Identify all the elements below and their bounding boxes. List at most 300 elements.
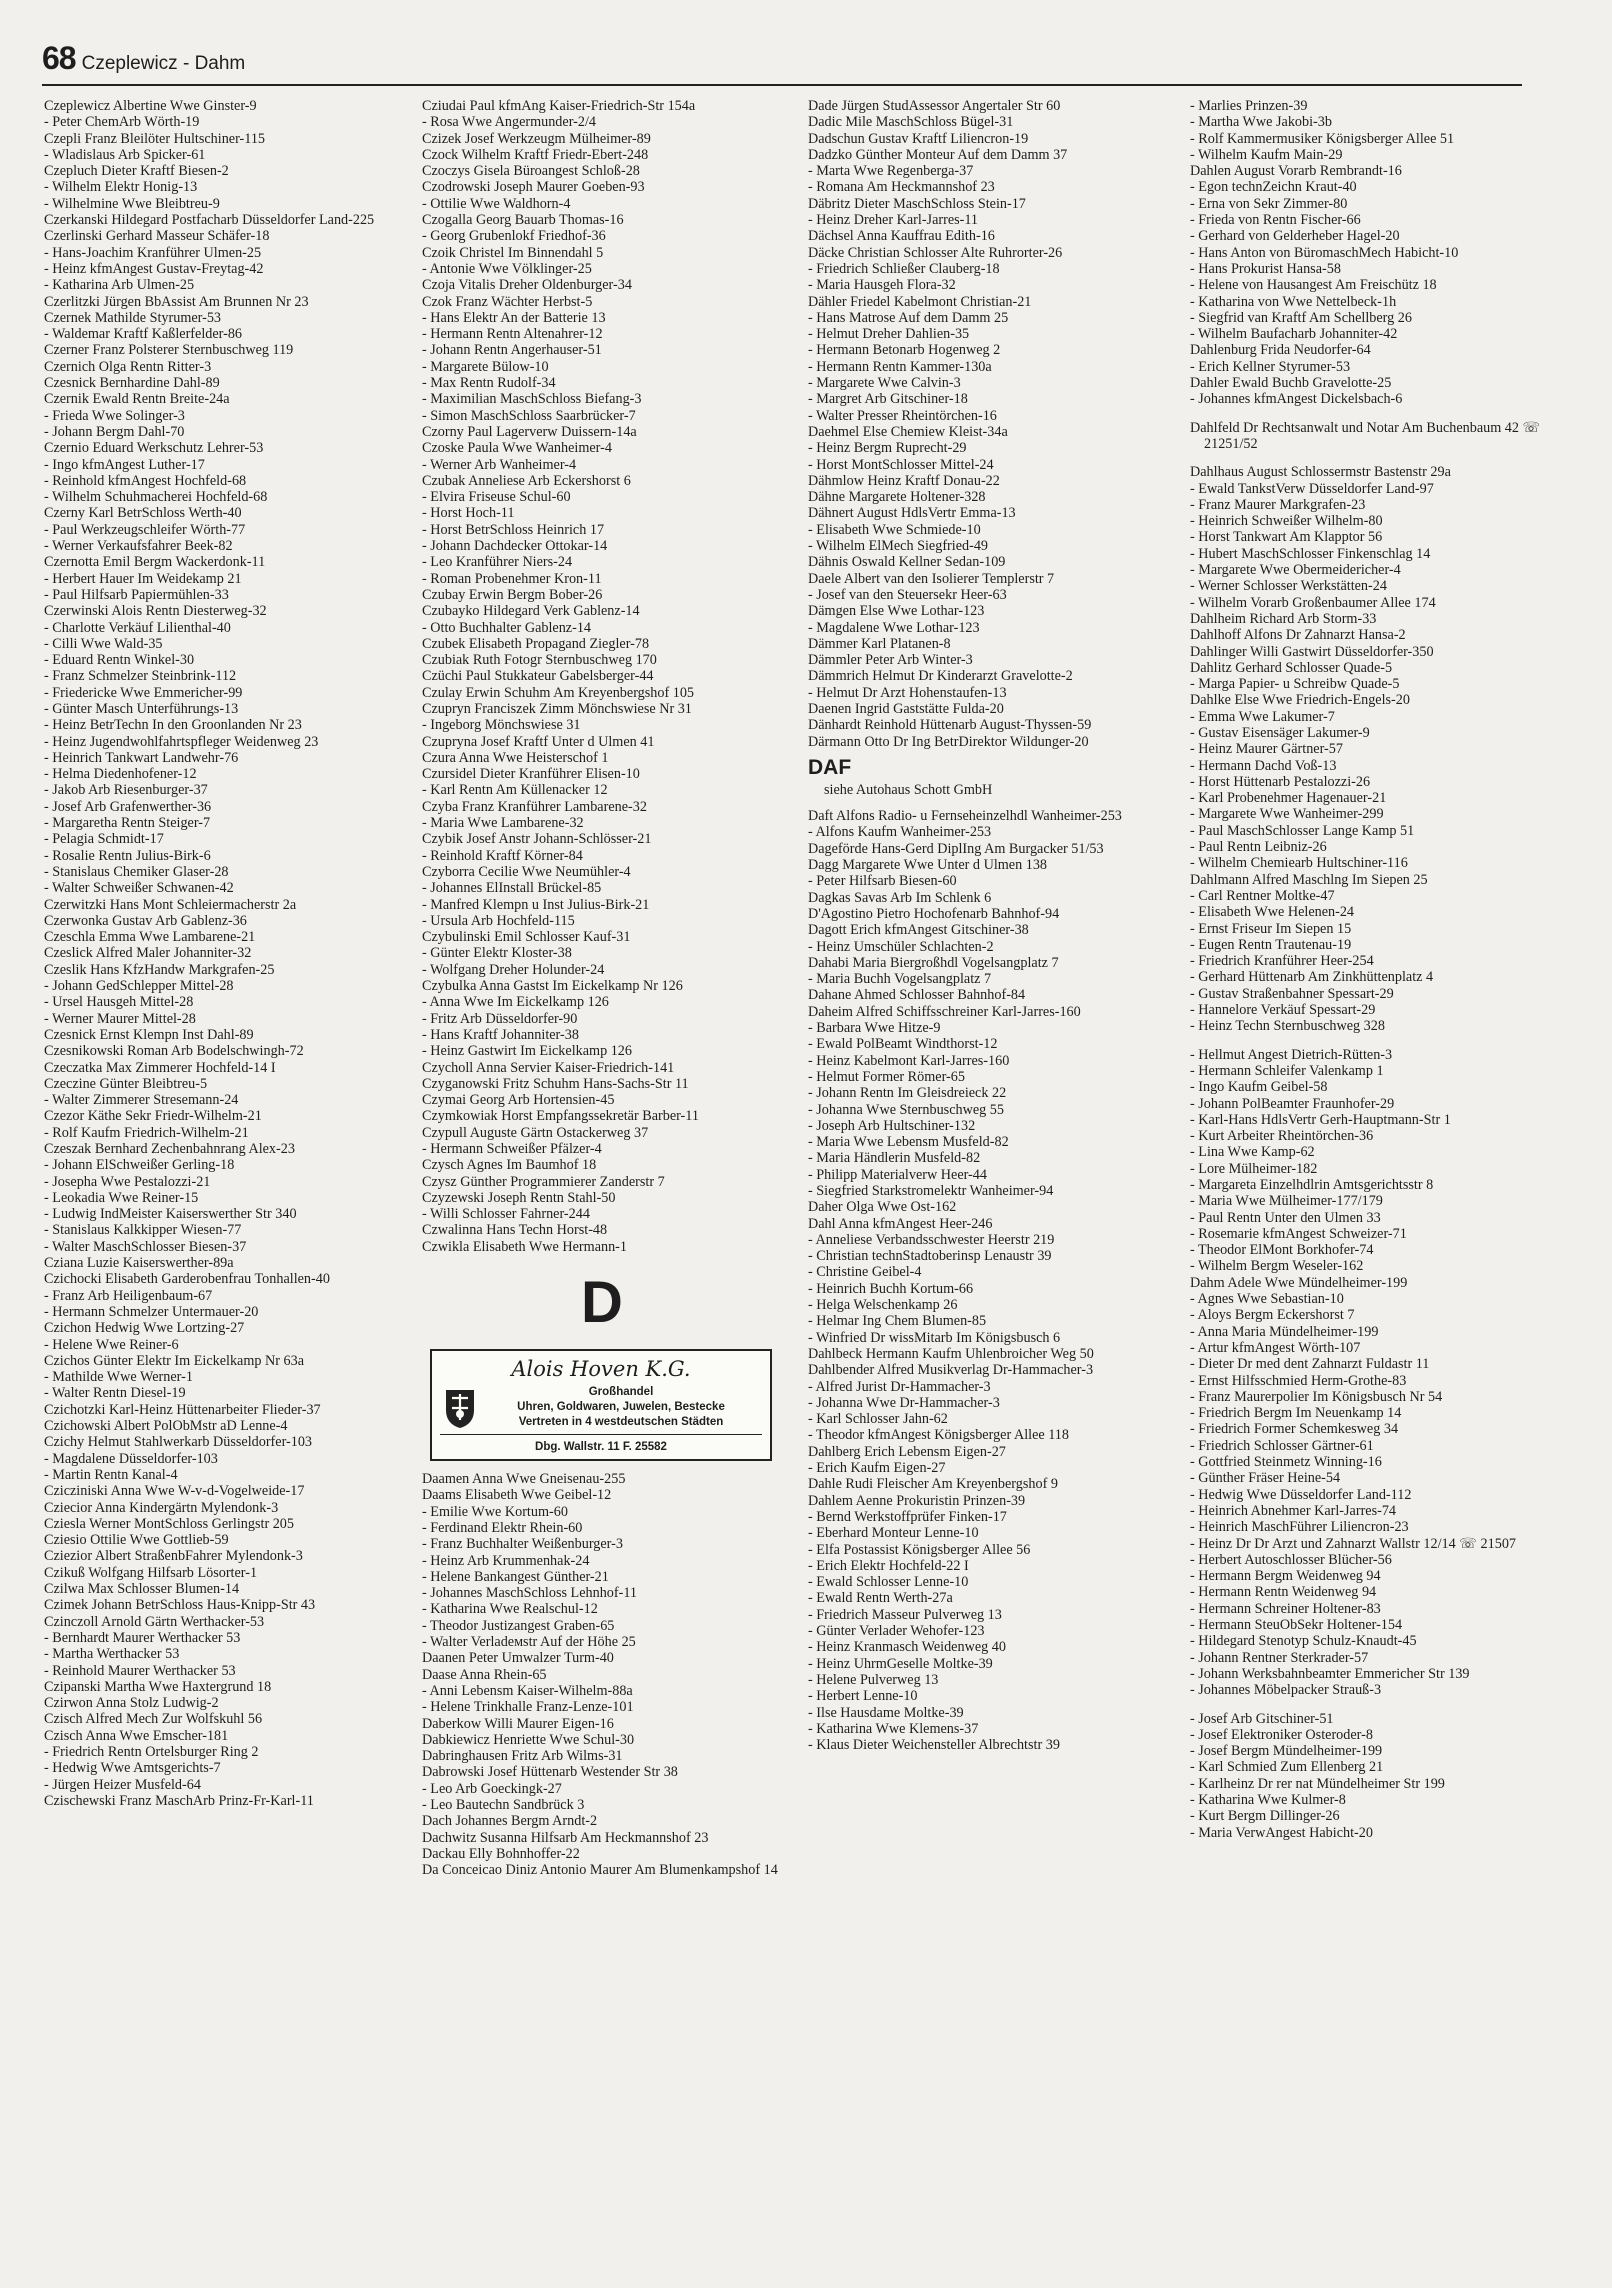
directory-entry: Dähler Friedel Kabelmont Christian-21 [808,293,1032,310]
directory-entry: Dämmrich Helmut Dr Kinderarzt Gravelotte-2 [808,668,1073,685]
directory-entry: - Siegfried Starkstromelektr Wanheimer-94 [808,1183,1054,1199]
directory-entry: - Kurt Bergm Dillinger-26 [1190,1808,1340,1825]
directory-entry: Daft Alfons Radio- u Fernseheinzelhdl Wanheimer-253 [808,808,1122,825]
directory-entry: - Gustav Eisensäger Lakumer-9 [1190,724,1370,741]
directory-entry: Dähne Margarete Holtener-328 [808,489,986,506]
directory-entry: - Heinz Dr Dr Arzt und Zahnarzt Wallstr 12/14 ☏ 21507 [1190,1535,1517,1552]
directory-entry: - Fritz Arb Düsseldorfer-90 [422,1010,578,1027]
directory-entry: Dämgen Else Wwe Lothar-123 [808,603,985,620]
directory-entry: - Stanislaus Kalkkipper Wiesen-77 [44,1222,242,1239]
directory-entry: - Jürgen Heizer Musfeld-64 [44,1776,201,1793]
directory-entry: - Maria Wwe Lebensm Musfeld-82 [808,1134,1009,1151]
directory-entry: - Willi Schlosser Fahrner-244 [422,1206,590,1223]
directory-entry: Czirwon Anna Stolz Ludwig-2 [44,1695,219,1712]
directory-entry: - Hans Matrose Auf dem Damm 25 [808,309,1009,326]
directory-entry: - Horst Tankwart Am Klapptor 56 [1190,529,1383,546]
directory-entry: - Heinz Jugendwohlfahrtspfleger Weidenweg 23 [44,733,319,750]
directory-entry: - Ursel Hausgeh Mittel-28 [44,994,194,1011]
directory-entry: - Margaretha Rentn Steiger-7 [44,815,211,832]
daf-reference: siehe Autohaus Schott GmbH [824,781,993,798]
directory-entry: Czerlitzki Jürgen BbAssist Am Brunnen Nr 23 [44,293,309,310]
directory-entry: - Johann PolBeamter Fraunhofer-29 [1190,1095,1395,1112]
directory-entry: - Heinz Techn Sternbuschweg 328 [1190,1018,1385,1035]
directory-entry: - Eugen Rentn Trautenau-19 [1190,936,1352,953]
directory-entry: - Hildegard Stenotyp Schulz-Knaudt-45 [1190,1633,1417,1650]
directory-entry: - Katharina Arb Ulmen-25 [44,277,195,294]
directory-entry: - Maximilian MaschSchloss Biefang-3 [422,391,642,408]
directory-entry: Dämmer Karl Platanen-8 [808,635,951,652]
directory-entry: Cziesla Werner MontSchloss Gerlingstr 205 [44,1515,294,1532]
directory-entry: Czesnick Ernst Klempn Inst Dahl-89 [44,1026,254,1043]
directory-entry: Dabringhausen Fritz Arb Wilms-31 [422,1748,623,1765]
directory-entry: - Katharina Wwe Kulmer-8 [1190,1791,1346,1808]
directory-entry: - Helma Diedenhofener-12 [44,766,197,783]
directory-entry: - Theodor Justizangest Graben-65 [422,1617,615,1634]
directory-entry: Dahle Rudi Fleischer Am Kreyenbergshof 9 [808,1476,1058,1493]
directory-entry: - Anna Maria Mündelheimer-199 [1190,1323,1379,1340]
advert-line-3: Vertreten in 4 westdeutschen Städten [518,1416,724,1429]
directory-entry: Dahane Ahmed Schlosser Bahnhof-84 [808,987,1026,1004]
directory-entry: - Manfred Klempn u Inst Julius-Birk-21 [422,896,650,913]
directory-entry: Dahlheim Richard Arb Storm-33 [1190,610,1377,627]
directory-entry: - Hermann Schleifer Valenkamp 1 [1190,1062,1384,1079]
directory-entry: Czerner Franz Polsterer Sternbuschweg 119 [44,342,294,359]
directory-entry: - Johann Rentner Sterkrader-57 [1190,1649,1369,1666]
directory-entry: Czesnikowski Roman Arb Bodelschwingh-72 [44,1043,304,1060]
column-3 [808,98,1168,2268]
directory-entry: - Reinhold kfmAngest Hochfeld-68 [44,472,247,489]
directory-entry: - Marlies Prinzen-39 [1190,98,1308,114]
directory-entry: - Wilhelm Schuhmacherei Hochfeld-68 [44,489,268,506]
directory-entry: - Max Rentn Rudolf-34 [422,375,556,392]
directory-entry: - Günter Verlader Wehofer-123 [808,1623,985,1640]
directory-entry: - Erich Kellner Styrumer-53 [1190,358,1351,375]
directory-entry: - Martha Wwe Jakobi-3b [1190,114,1332,131]
directory-entry: Czeszak Bernhard Zechenbahnrang Alex-23 [44,1141,295,1157]
directory-entry: - Helene Bankangest Günther-21 [422,1568,609,1585]
directory-entry: Cziezior Albert StraßenbFahrer Mylendonk-3 [44,1548,303,1565]
directory-entry: - Werner Verkaufsfahrer Beek-82 [44,538,233,555]
directory-entry: Därmann Otto Dr Ing BetrDirektor Wildunger-20 [808,733,1089,750]
directory-entry: - Helga Welschenkamp 26 [808,1297,958,1314]
directory-entry: - Horst Hüttenarb Pestalozzi-26 [1190,773,1371,790]
directory-entry: - Werner Maurer Mittel-28 [44,1010,196,1027]
directory-entry: - Heinrich MaschFührer Liliencron-23 [1190,1519,1409,1536]
directory-entry: - Paul Rentn Unter den Ulmen 33 [1190,1209,1381,1226]
directory-entry: Daams Elisabeth Wwe Geibel-12 [422,1487,612,1504]
column-2-top [422,98,782,1255]
directory-entry: - Bernd Werkstoffprüfer Finken-17 [808,1508,1007,1525]
directory-entry: Czeslik Hans KfzHandw Markgrafen-25 [44,961,275,978]
directory-entry: - Horst Hoch-11 [422,505,515,522]
directory-entry: - Ewald TankstVerw Düsseldorfer Land-97 [1190,480,1434,497]
directory-entry: - Anni Lebensm Kaiser-Wilhelm-88a [422,1682,633,1699]
directory-entry: - Friedrich Masseur Pulverweg 13 [808,1606,1002,1623]
directory-entry: - Ilse Hausdame Moltke-39 [808,1704,964,1721]
directory-entry: - Josef Arb Gitschiner-51 [1190,1710,1334,1727]
directory-entry: - Maria Händlerin Musfeld-82 [808,1150,981,1167]
directory-entry: - Simon MaschSchloss Saarbrücker-7 [422,407,636,424]
directory-entry: - Josef Arb Grafenwerther-36 [44,798,212,815]
directory-entry: - Walter Presser Rheintörchen-16 [808,407,997,424]
advert-line-2: Uhren, Goldwaren, Juwelen, Bestecke [517,1401,725,1414]
directory-entry: - Emilie Wwe Kortum-60 [422,1503,568,1520]
directory-entry: - Herbert Hauer Im Weidekamp 21 [44,570,242,587]
directory-entry: Czisch Anna Wwe Emscher-181 [44,1727,229,1744]
directory-entry: Dämmler Peter Arb Winter-3 [808,652,973,669]
directory-entry: - Hans-Joachim Kranführer Ulmen-25 [44,244,262,261]
directory-entry: - Heinrich Schweißer Wilhelm-80 [1190,513,1383,530]
directory-entry: - Marga Papier- u Schreibw Quade-5 [1190,676,1400,693]
directory-entry: - Helmut Dreher Dahlien-35 [808,326,970,343]
directory-entry: - Herbert Lenne-10 [808,1688,918,1705]
directory-entry: - Helene Wwe Reiner-6 [44,1336,179,1353]
directory-entry: Czerwonka Gustav Arb Gablenz-36 [44,912,247,929]
directory-entry: - Hermann Schmelzer Untermauer-20 [44,1303,259,1320]
directory-entry: - Johanna Wwe Dr-Hammacher-3 [808,1394,1000,1411]
directory-entry: - Elisabeth Wwe Schmiede-10 [808,521,981,538]
directory-entry: Czursidel Dieter Kranführer Elisen-10 [422,766,640,783]
directory-entry: Czwikla Elisabeth Wwe Hermann-1 [422,1238,627,1255]
directory-entry: Czoja Vitalis Dreher Oldenburger-34 [422,277,632,294]
directory-entry: - Frieda Wwe Solinger-3 [44,407,185,424]
directory-entry: Czeplewicz Albertine Wwe Ginster-9 [44,98,257,114]
directory-entry: - Hans Anton von BüromaschMech Habicht-10 [1190,244,1459,261]
directory-entry: - Heinz Umschüler Schlachten-2 [808,938,994,955]
directory-entry: - Otto Buchhalter Gablenz-14 [422,619,592,636]
directory-entry: Dadzko Günther Monteur Auf dem Damm 37 [808,146,1068,163]
directory-entry: Dahlem Aenne Prokuristin Prinzen-39 [808,1492,1026,1509]
directory-entry: Czupryn Franciszek Zimm Mönchswiese Nr 31 [422,700,692,717]
directory-entry: - Paul Rentn Leibniz-26 [1190,839,1327,856]
directory-entry: - Franz Arb Heiligenbaum-67 [44,1287,213,1304]
directory-entry: - Georg Grubenlokf Friedhof-36 [422,228,606,245]
directory-entry: Czipanski Martha Wwe Haxtergrund 18 [44,1678,272,1695]
directory-entry: Dänhardt Reinhold Hüttenarb August-Thyssen-59 [808,717,1092,734]
directory-entry: Czogalla Georg Bauarb Thomas-16 [422,212,624,229]
directory-entry: Dahlhoff Alfons Dr Zahnarzt Hansa-2 [1190,627,1406,644]
directory-entry: - Leokadia Wwe Reiner-15 [44,1189,199,1206]
directory-entry: - Barbara Wwe Hitze-9 [808,1020,941,1037]
directory-entry: - Helene von Hausangest Am Freischütz 18 [1190,277,1437,294]
directory-entry: Czisch Alfred Mech Zur Wolfskuhl 56 [44,1711,263,1728]
directory-entry: - Agnes Wwe Sebastian-10 [1190,1291,1344,1308]
column-3-top [808,98,1168,750]
directory-entry: - Karlheinz Dr rer nat Mündelheimer Str 199 [1190,1775,1445,1792]
directory-entry: Czüchi Paul Stukkateur Gabelsberger-44 [422,668,654,685]
directory-entry: Dächsel Anna Kauffrau Edith-16 [808,228,995,245]
directory-entry: Dahm Adele Wwe Mündelheimer-199 [1190,1274,1408,1291]
directory-entry: - Anneliese Verbandsschwester Heerstr 219 [808,1231,1055,1248]
directory-entry: Daenen Ingrid Gaststätte Fulda-20 [808,700,1004,717]
directory-entry: - Wilhelmine Wwe Bleibtreu-9 [44,195,220,212]
directory-entry: Daheim Alfred Schiffsschreiner Karl-Jarres-160 [808,1003,1081,1020]
directory-entry: Czepluch Dieter Kraftf Biesen-2 [44,163,229,180]
directory-entry: - Johannes ElInstall Brückel-85 [422,880,602,897]
directory-entry: Czybulka Anna Gastst Im Eickelkamp Nr 126 [422,978,683,995]
directory-entry: - Helmut Dr Arzt Hohenstaufen-13 [808,684,1007,701]
directory-entry: - Antonie Wwe Völklinger-25 [422,260,592,277]
directory-entry: Dade Jürgen StudAssessor Angertaler Str 60 [808,98,1061,114]
directory-entry: - Josef van den Steuersekr Heer-63 [808,586,1007,603]
directory-entry: Dahlbender Alfred Musikverlag Dr-Hammacher-3 [808,1362,1094,1379]
directory-entry: Czerkanski Hildegard Postfacharb Düsseldorfer Land-225 [44,212,375,229]
directory-entry: Czubayko Hildegard Verk Gablenz-14 [422,603,640,620]
directory-entry: Dachwitz Susanna Hilfsarb Am Heckmannshof 23 [422,1829,709,1846]
directory-entry: Cziesio Ottilie Wwe Gottlieb-59 [44,1532,229,1549]
directory-entry: - Hedwig Wwe Düsseldorfer Land-112 [1190,1486,1412,1503]
directory-entry: - Jakob Arb Riesenburger-37 [44,782,208,799]
directory-entry: Czerwitzki Hans Mont Schleiermacherstr 2a [44,896,297,913]
directory-entry: Czikuß Wolfgang Hilfsarb Lösorter-1 [44,1564,258,1581]
directory-entry: - Karl Schlosser Jahn-62 [808,1411,948,1428]
directory-entry: - Joseph Arb Hultschiner-132 [808,1117,976,1134]
crest-icon [440,1386,480,1430]
directory-entry: - Martin Rentn Kanal-4 [44,1466,178,1483]
directory-entry: - Hans Kraftf Johanniter-38 [422,1026,579,1043]
directory-entry: - Johannes MaschSchloss Lehnhof-11 [422,1585,638,1602]
directory-entry: - Josef Elektroniker Osteroder-8 [1190,1726,1373,1743]
directory-entry: - Josepha Wwe Pestalozzi-21 [44,1173,211,1190]
directory-entry: - Alfons Kaufm Wanheimer-253 [808,824,992,841]
directory-entry: Dackau Elly Bohnhoffer-22 [422,1845,580,1862]
directory-entry: - Lore Mülheimer-182 [1190,1160,1318,1177]
directory-entry: - Leo Bautechn Sandbrück 3 [422,1797,585,1814]
directory-entry: Czura Anna Wwe Heisterschof 1 [422,749,609,766]
directory-entry: - Carl Rentner Moltke-47 [1190,887,1335,904]
directory-entry: - Heinz Kranmasch Weidenweg 40 [808,1639,1006,1656]
directory-entry: Czezor Käthe Sekr Friedr-Wilhelm-21 [44,1108,262,1125]
directory-entry: - Lina Wwe Kamp-62 [1190,1144,1315,1161]
directory-entry: Dahlenburg Frida Neudorfer-64 [1190,342,1371,359]
directory-entry: Czeslick Alfred Maler Johanniter-32 [44,945,252,962]
directory-entry: - Stanislaus Chemiker Glaser-28 [44,863,229,880]
entry-gap [1190,1035,1550,1047]
advert-address: Dbg. Wallstr. 11 F. 25582 [440,1434,762,1455]
directory-entry: - Gerhard Hüttenarb Am Zinkhüttenplatz 4 [1190,969,1434,986]
directory-entry: - Philipp Materialverw Heer-44 [808,1166,987,1183]
directory-entry: - Ingo Kaufm Geibel-58 [1190,1079,1328,1096]
directory-entry: - Johann GedSchlepper Mittel-28 [44,978,234,995]
directory-entry: Däcke Christian Schlosser Alte Ruhrorter-26 [808,244,1063,261]
directory-entry: - Hermann Rentn Altenahrer-12 [422,326,603,343]
directory-entry: - Ewald PolBeamt Windthorst-12 [808,1036,998,1053]
directory-entry: - Wilhelm ElMech Siegfried-49 [808,538,989,555]
section-heading-daf: DAF [808,755,852,779]
directory-entry: - Maria Wwe Mülheimer-177/179 [1190,1193,1383,1210]
directory-entry: Czyborra Cecilie Wwe Neumühler-4 [422,863,631,880]
entry-gap [1190,408,1550,420]
directory-entry: - Gerhard von Gelderheber Hagel-20 [1190,228,1400,245]
directory-entry: Czernotta Emil Bergm Wackerdonk-11 [44,554,266,571]
directory-entry: - Margret Arb Gitschiner-18 [808,391,968,408]
directory-entry: - Alfred Jurist Dr-Hammacher-3 [808,1378,991,1395]
directory-entry: - Magdalene Düsseldorfer-103 [44,1450,218,1467]
directory-entry: - Reinhold Kraftf Körner-84 [422,847,583,864]
column-1 [44,98,404,2268]
advert-company-name: Alois Hoven K.G. [511,1357,691,1382]
directory-entry: - Heinrich Abnehmer Karl-Jarres-74 [1190,1502,1397,1519]
directory-entry: - Heinz kfmAngest Gustav-Freytag-42 [44,260,264,277]
directory-entry: - Friedrich Former Schemkesweg 34 [1190,1421,1399,1438]
directory-entry: Czymai Georg Arb Hortensien-45 [422,1092,615,1109]
directory-entry: Däbritz Dieter MaschSchloss Stein-17 [808,195,1026,212]
directory-entry: - Franz Schmelzer Steinbrink-112 [44,668,237,685]
page-range: Czeplewicz - Dahm [81,53,246,74]
directory-entry: Czernik Ewald Rentn Breite-24a [44,391,230,408]
directory-entry: - Erna von Sekr Zimmer-80 [1190,195,1348,212]
directory-entry: - Martha Werthacker 53 [44,1646,180,1663]
directory-entry: Czichotzki Karl-Heinz Hüttenarbeiter Flieder-37 [44,1401,321,1418]
directory-entry: Czyganowski Fritz Schuhm Hans-Sachs-Str 11 [422,1075,689,1092]
directory-entry: - Josef Bergm Mündelheimer-199 [1190,1743,1383,1760]
directory-entry: - Heinz Gastwirt Im Eickelkamp 126 [422,1043,632,1060]
column-4 [1190,98,1550,2268]
directory-entry: - Paul Hilfsarb Papiermühlen-33 [44,586,229,603]
directory-entry: - Heinz Arb Krummenhak-24 [422,1552,590,1569]
directory-entry: Dabrowski Josef Hüttenarb Westender Str 38 [422,1764,678,1781]
directory-entry: - Johannes Möbelpacker Strauß-3 [1190,1682,1382,1699]
directory-entry: Czok Franz Wächter Herbst-5 [422,293,593,310]
directory-entry: - Maria VerwAngest Habicht-20 [1190,1824,1373,1841]
directory-entry: Dahlitz Gerhard Schlosser Quade-5 [1190,659,1393,676]
directory-entry: - Winfried Dr wissMitarb Im Königsbusch 6 [808,1329,1061,1346]
directory-entry: - Mathilde Wwe Werner-1 [44,1369,193,1386]
directory-entry: - Günter Masch Unterführungs-13 [44,700,239,717]
directory-entry: - Bernhardt Maurer Werthacker 53 [44,1629,241,1646]
directory-entry: - Friedrich Kranführer Heer-254 [1190,953,1374,970]
directory-entry: - Ingeborg Mönchswiese 31 [422,717,581,734]
directory-entry: - Hannelore Verkäuf Spessart-29 [1190,1002,1376,1019]
directory-entry: Czybik Josef Anstr Johann-Schlösser-21 [422,831,652,848]
directory-entry: Czymkowiak Horst Empfangssekretär Barber-11 [422,1108,699,1125]
directory-entry: - Friedericke Wwe Emmericher-99 [44,684,243,701]
directory-entry: Czicziniski Anna Wwe W-v-d-Vogelweide-17 [44,1483,305,1500]
directory-entry: - Heinrich Buchh Kortum-66 [808,1280,974,1297]
directory-entry: - Waldemar Kraftf Kaßlerfelder-86 [44,326,243,343]
directory-entry: - Johann Werksbahnbeamter Emmericher Str 139 [1190,1665,1470,1682]
directory-entry: - Magdalene Wwe Lothar-123 [808,619,980,636]
directory-entry: Dahlberg Erich Lebensm Eigen-27 [808,1443,1006,1460]
section-letter-d: D [581,1270,623,1336]
directory-entry: - Johann Bergm Dahl-70 [44,423,185,440]
directory-entry: - Günter Elektr Kloster-38 [422,945,572,962]
directory-entry: Daele Albert van den Isolierer Templerstr 7 [808,570,1055,587]
directory-entry: - Egon technZeichn Kraut-40 [1190,179,1357,196]
directory-entry: - Karl Probenehmer Hagenauer-21 [1190,790,1387,807]
directory-entry: - Johann ElSchweißer Gerling-18 [44,1157,235,1174]
directory-entry: Czimek Johann BetrSchloss Haus-Knipp-Str 43 [44,1597,316,1614]
advert-hoven [430,1349,772,1461]
directory-entry: - Wilhelm Baufacharb Johanniter-42 [1190,326,1398,343]
directory-entry: - Helmar Ing Chem Blumen-85 [808,1313,987,1330]
directory-entry: - Friedrich Rentn Ortelsburger Ring 2 [44,1743,259,1760]
directory-entry: - Heinz Kabelmont Karl-Jarres-160 [808,1052,1010,1069]
directory-entry: - Frieda von Rentn Fischer-66 [1190,212,1361,229]
directory-entry: - Hedwig Wwe Amtsgerichts-7 [44,1760,221,1777]
directory-entry: Dach Johannes Bergm Arndt-2 [422,1813,598,1830]
directory-entry: - Wladislaus Arb Spicker-61 [44,146,206,163]
directory-entry: - Maria Hausgeh Flora-32 [808,277,956,294]
directory-entry: - Heinz Maurer Gärtner-57 [1190,741,1343,758]
directory-entry: Czycholl Anna Servier Kaiser-Friedrich-141 [422,1059,675,1076]
directory-entry: - Margarete Wwe Calvin-3 [808,375,961,392]
directory-entry: Czubiak Ruth Fotogr Sternbuschweg 170 [422,652,657,669]
directory-entry: - Horst BetrSchloss Heinrich 17 [422,521,605,538]
directory-entry: - Wilhelm Vorarb Großenbaumer Allee 174 [1190,594,1436,611]
directory-entry: - Klaus Dieter Weichensteller Albrechtstr 39 [808,1737,1060,1754]
directory-entry: - Wilhelm Elektr Honig-13 [44,179,198,196]
directory-entry: - Margareta Einzelhdlrin Amtsgerichtsstr 8 [1190,1177,1434,1193]
directory-entry: - Walter Zimmerer Stresemann-24 [44,1092,239,1109]
directory-entry: Dahlfeld Dr Rechtsanwalt und Notar Am Buchenbaum 42 ☏ 21251/52 [1190,419,1541,452]
directory-entry: Czoczys Gisela Büroangest Schloß-28 [422,163,640,180]
directory-entry: - Ernst Hilfsschmied Herm-Grothe-83 [1190,1372,1407,1389]
directory-entry: - Theodor ElMont Borkhofer-74 [1190,1242,1374,1259]
directory-entry: - Christine Geibel-4 [808,1264,922,1281]
directory-entry: - Ursula Arb Hochfeld-115 [422,912,575,929]
directory-entry: Czoik Christel Im Binnendahl 5 [422,244,604,261]
directory-entry: Dahabi Maria Biergroßhdl Vogelsangplatz 7 [808,954,1059,971]
directory-entry: Dageförde Hans-Gerd DiplIng Am Burgacker 51/53 [808,840,1104,857]
directory-entry: Dahl Anna kfmAngest Heer-246 [808,1215,993,1232]
directory-entry: - Elvira Friseuse Schul-60 [422,489,571,506]
directory-entry: - Ewald Schlosser Lenne-10 [808,1574,969,1591]
directory-entry: Daher Olga Wwe Ost-162 [808,1199,957,1216]
directory-entry: Czernich Olga Rentn Ritter-3 [44,358,212,375]
directory-entry: - Maria Buchh Vogelsangplatz 7 [808,971,992,988]
directory-entry: Dahlbeck Hermann Kaufm Uhlenbroicher Weg 50 [808,1345,1094,1362]
directory-entry: - Hermann Schreiner Holtener-83 [1190,1600,1381,1617]
directory-entry: - Aloys Bergm Eckershorst 7 [1190,1307,1355,1324]
directory-entry: - Christian technStadtoberinsp Lenaustr 39 [808,1248,1052,1265]
directory-entry: Czock Wilhelm Kraftf Friedr-Ebert-248 [422,146,649,163]
directory-entry: Czeczine Günter Bleibtreu-5 [44,1075,208,1092]
directory-entry: - Charlotte Verkäuf Lilienthal-40 [44,619,231,636]
directory-entry: - Rolf Kammermusiker Königsberger Allee 51 [1190,130,1455,147]
directory-entry: Daanen Peter Umwalzer Turm-40 [422,1650,614,1667]
directory-entry: Dahlhaus August Schlossermstr Bastenstr 29a [1190,464,1451,481]
directory-entry: - Gottfried Steinmetz Winning-16 [1190,1454,1382,1471]
directory-entry: Dähnert August HdlsVertr Emma-13 [808,505,1016,522]
directory-entry: Dahlmann Alfred Maschlng Im Siepen 25 [1190,871,1428,888]
directory-entry: Czichocki Elisabeth Garderobenfrau Tonhallen-40 [44,1271,330,1288]
directory-entry: - Ludwig IndMeister Kaiserswerther Str 340 [44,1206,297,1223]
directory-entry: - Erich Elektr Hochfeld-22 I [808,1557,969,1574]
directory-entry: - Katharina Wwe Klemens-37 [808,1720,979,1737]
directory-entry: - Reinhold Maurer Werthacker 53 [44,1662,236,1679]
directory-entry: Czernio Eduard Werkschutz Lehrer-53 [44,440,264,457]
directory-entry: Czinczoll Arnold Gärtn Werthacker-53 [44,1613,265,1630]
directory-entry: - Heinz UhrmGeselle Moltke-39 [808,1655,993,1672]
directory-entry: - Heinz Dreher Karl-Jarres-11 [808,212,979,229]
directory-entry: - Hans Elektr An der Batterie 13 [422,309,606,326]
directory-entry: - Ferdinand Elektr Rhein-60 [422,1519,583,1536]
directory-entry: - Hermann Rentn Kammer-130a [808,358,992,375]
directory-entry: Dadic Mile MaschSchloss Bügel-31 [808,114,1014,131]
directory-entry: - Margarete Bülow-10 [422,358,549,375]
directory-entry: Czubay Erwin Bergm Bober-26 [422,586,603,603]
directory-entry: - Karl Rentn Am Küllenacker 12 [422,782,608,799]
directory-entry: Czulay Erwin Schuhm Am Kreyenbergshof 105 [422,684,695,701]
directory-entry: Czerlinski Gerhard Masseur Schäfer-18 [44,228,270,245]
directory-entry: - Katharina Wwe Realschul-12 [422,1601,598,1618]
directory-entry: Dabkiewicz Henriette Wwe Schul-30 [422,1731,635,1748]
directory-entry: - Wilhelm Chemiearb Hultschiner-116 [1190,855,1408,872]
directory-entry: - Hermann Betonarb Hogenweg 2 [808,342,1001,359]
directory-entry: Czichos Günter Elektr Im Eickelkamp Nr 63a [44,1352,305,1369]
directory-entry: - Leo Arb Goeckingk-27 [422,1780,562,1797]
